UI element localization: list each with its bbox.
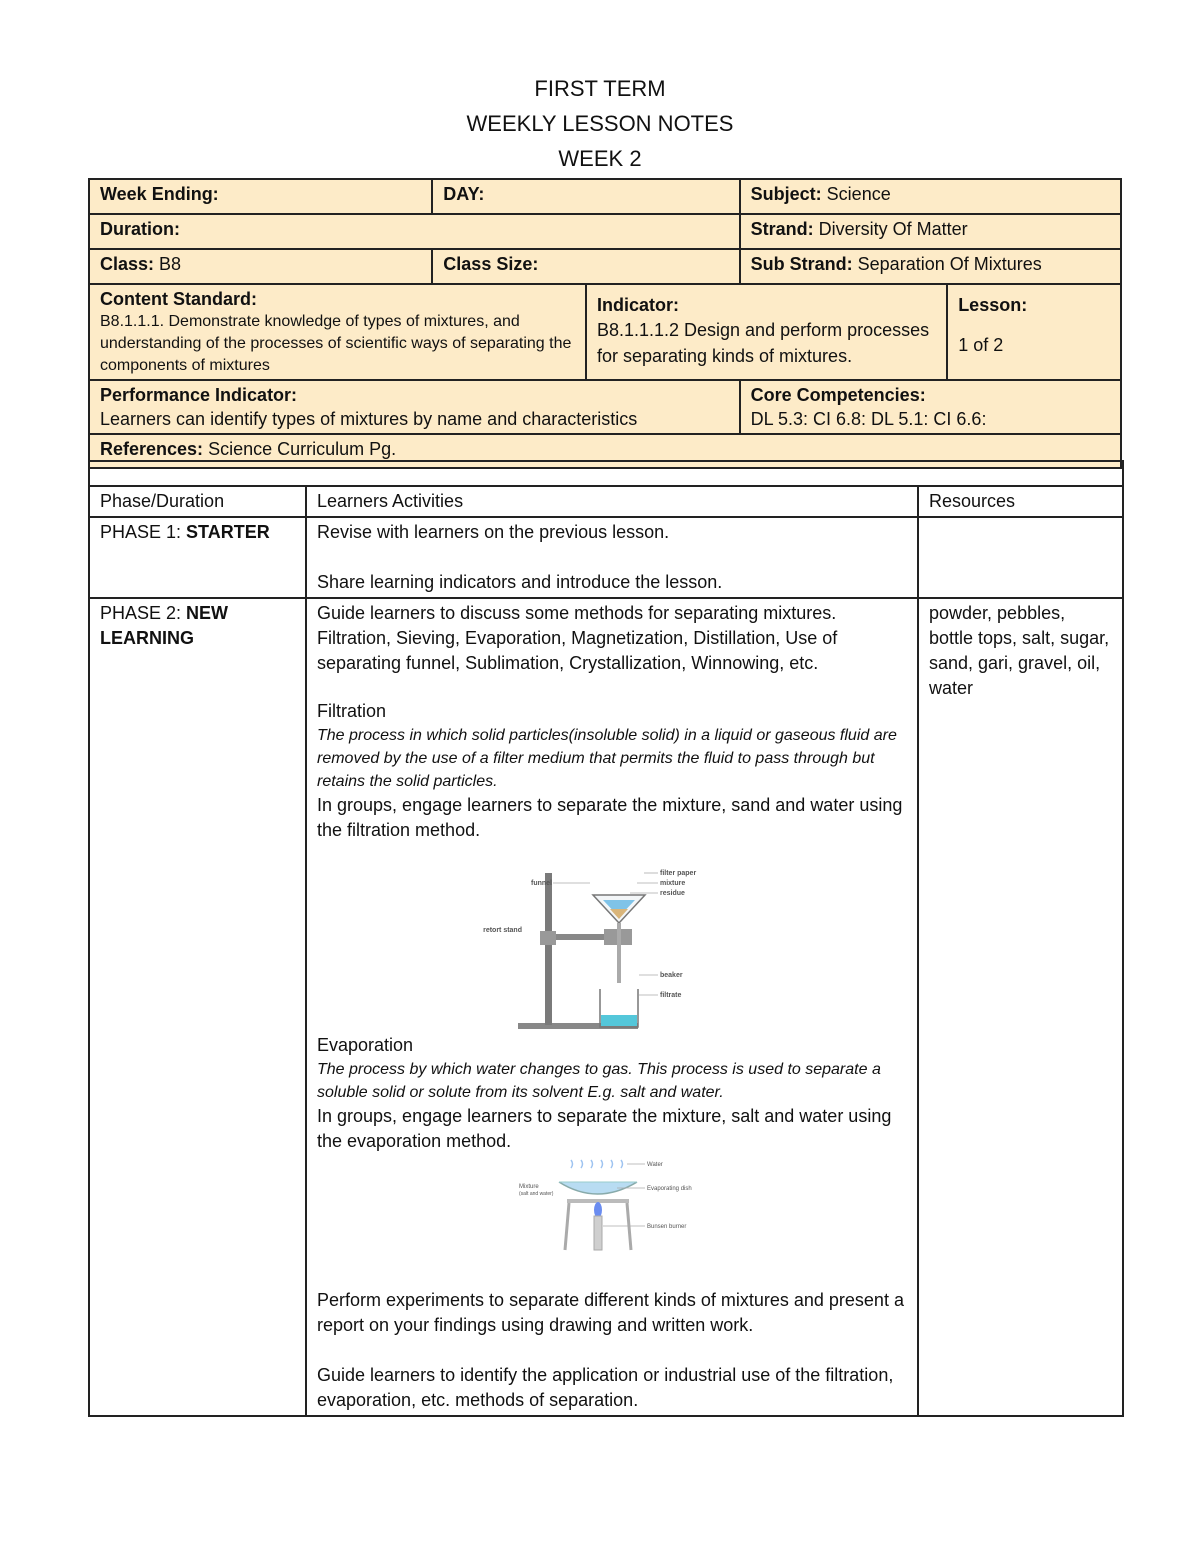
retort-stand-label: retort stand xyxy=(483,927,522,934)
bunsen-burner xyxy=(594,1216,602,1250)
performance-indicator-cell xyxy=(89,380,740,434)
content-standard-text: B8.1.1.1. Demonstrate knowledge of types of mixtures, and understanding of the processes of scientific ways of separating the components of mixtures xyxy=(100,313,572,374)
mixture-label: mixture xyxy=(660,880,686,887)
phase2-methods: Filtration, Sieving, Evaporation, Magnetization, Distillation, Use of separating funnel, Sublimation, Crystallization, Winnowing, etc. xyxy=(317,628,838,673)
spacer-row xyxy=(89,461,1123,486)
evaporation-task: In groups, engage learners to separate the mixture, salt and water using the evaporation method. xyxy=(317,1106,892,1151)
subject-cell: Subject: Science xyxy=(740,179,1121,214)
water-label: Water xyxy=(647,1162,663,1168)
filtrate-label: filtrate xyxy=(660,992,682,999)
lesson-cell xyxy=(947,284,1121,380)
lesson-label: Lesson: xyxy=(958,295,1028,315)
indicator-cell xyxy=(586,284,947,380)
retort-stand-rod xyxy=(545,873,552,1025)
phase1-revise: Revise with learners on the previous lesson. xyxy=(317,522,670,542)
phase1-cell: PHASE 1: STARTER xyxy=(89,517,306,598)
performance-indicator-label: Performance Indicator: xyxy=(100,385,298,405)
tripod-leg-left xyxy=(565,1203,569,1250)
application-instruction: Guide learners to identify the application or industrial use of the filtration, evaporation, etc. methods of separation. xyxy=(317,1365,894,1410)
experiment-instruction: Perform experiments to separate different kinds of mixtures and present a report on your findings using drawing and written work. xyxy=(317,1290,904,1335)
filtration-definition: The process in which solid particles(insoluble solid) in a liquid or gaseous fluid are removed by the use of a filter medium that permits the fluid to pass through but retains the solid particles. xyxy=(317,727,897,790)
clamp-arm xyxy=(556,934,604,940)
boss-clamp xyxy=(540,931,556,945)
references-cell: References: Science Curriculum Pg. xyxy=(89,434,1121,468)
document-title: WEEKLY LESSON NOTES xyxy=(466,111,734,136)
filtrate-liquid xyxy=(601,1015,637,1026)
residue-label: residue xyxy=(660,890,685,897)
week-title: WEEK 2 xyxy=(558,146,642,171)
day-cell: DAY: xyxy=(432,179,739,214)
evaporation-apparatus-diagram xyxy=(517,1158,707,1262)
content-standard-cell xyxy=(89,284,586,380)
core-competencies-cell xyxy=(740,380,1121,434)
dish-label: Evaporating dish xyxy=(647,1186,692,1192)
filtration-apparatus-diagram xyxy=(482,843,742,1033)
phase1-resources xyxy=(918,517,1123,598)
phase2-resources: powder, pebbles, bottle tops, salt, sugar, sand, gari, gravel, oil, water xyxy=(918,598,1123,1416)
evaporation-title: Evaporation xyxy=(317,1035,414,1055)
phase1-share: Share learning indicators and introduce the lesson. xyxy=(317,572,723,592)
core-competencies-label: Core Competencies: xyxy=(750,385,926,405)
core-competencies-text: DL 5.3: CI 6.8: DL 5.1: CI 6.6: xyxy=(750,409,987,429)
term-title: FIRST TERM xyxy=(534,76,666,101)
col-header-resources: Resources xyxy=(918,486,1123,517)
week-ending-cell: Week Ending: xyxy=(89,179,432,214)
burner-label: Bunsen burner xyxy=(647,1224,687,1230)
content-standard-label: Content Standard: xyxy=(100,289,257,309)
class-cell: Class: B8 xyxy=(89,249,432,284)
mixture-sub-label: (salt and water) xyxy=(519,1191,554,1197)
mixture-label-evap: Mixture xyxy=(519,1184,539,1190)
filtration-title: Filtration xyxy=(317,701,387,721)
col-header-phase: Phase/Duration xyxy=(89,486,306,517)
indicator-text: B8.1.1.1.2 Design and perform processes for separating kinds of mixtures. xyxy=(596,320,930,366)
sub-strand-cell: Sub Strand: Separation Of Mixtures xyxy=(740,249,1121,284)
evaporation-definition: The process by which water changes to gas. This process is used to separate a soluble solid or solute from its solvent E.g. salt and water. xyxy=(317,1061,881,1101)
steam-wisps xyxy=(571,1160,623,1168)
lesson-number: 1 of 2 xyxy=(958,335,1004,355)
strand-cell: Strand: Diversity Of Matter xyxy=(740,214,1121,249)
funnel-label: funnel xyxy=(531,880,552,887)
phase2-intro: Guide learners to discuss some methods for separating mixtures. xyxy=(317,603,837,623)
beaker-label: beaker xyxy=(660,972,683,979)
funnel-stem xyxy=(617,923,621,983)
filtration-task: In groups, engage learners to separate the mixture, sand and water using the filtration method. xyxy=(317,795,903,840)
activities-table xyxy=(88,460,1124,1417)
col-header-activities: Learners Activities xyxy=(306,486,918,517)
duration-cell: Duration: xyxy=(89,214,740,249)
phase2-cell: PHASE 2: NEW LEARNING xyxy=(89,598,306,1416)
lesson-info-table xyxy=(88,178,1122,469)
performance-indicator-text: Learners can identify types of mixtures by name and characteristics xyxy=(100,409,638,429)
class-size-cell: Class Size: xyxy=(432,249,739,284)
tripod-leg-right xyxy=(627,1203,631,1250)
filter-paper-label: filter paper xyxy=(660,870,697,877)
phase2-activities xyxy=(306,598,918,1416)
indicator-label: Indicator: xyxy=(596,295,679,315)
phase1-activities xyxy=(306,517,918,598)
